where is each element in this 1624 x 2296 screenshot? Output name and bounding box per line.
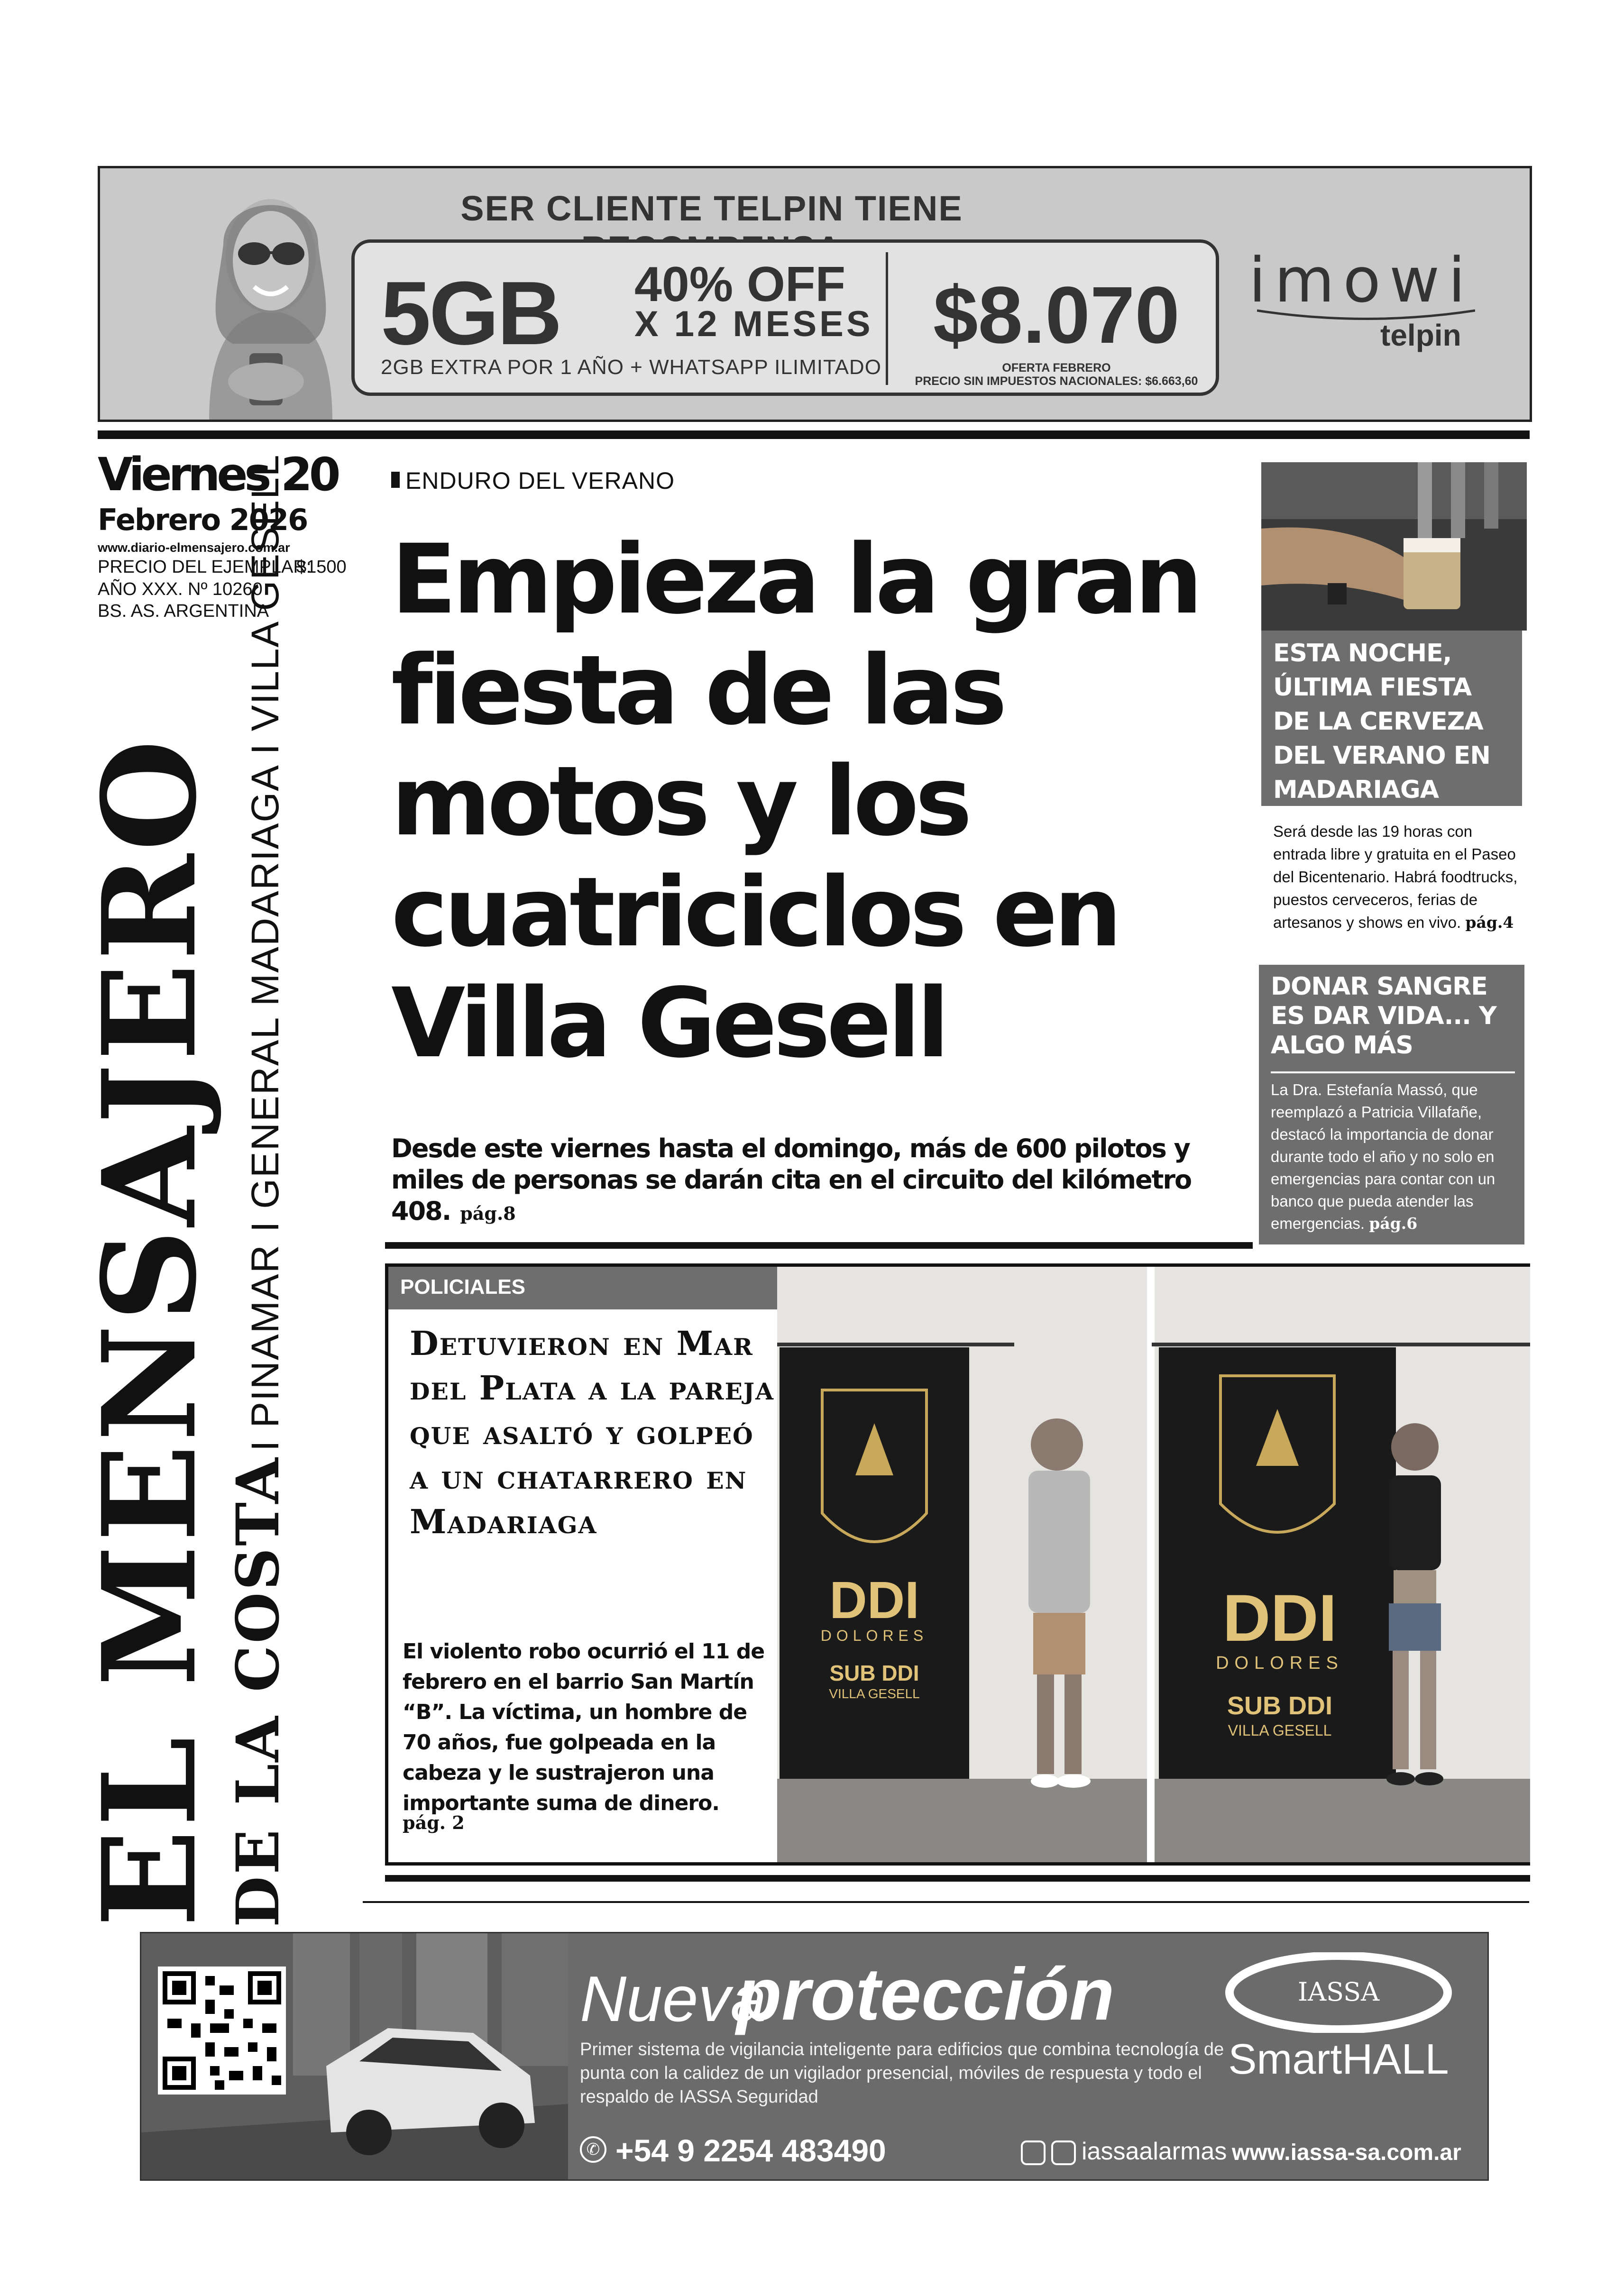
- section-label: POLICIALES: [400, 1275, 526, 1299]
- blood-page-ref[interactable]: pág.6: [1369, 1214, 1418, 1233]
- police-story-box[interactable]: [385, 1263, 1530, 1866]
- police-bottom-rule: [385, 1875, 1530, 1882]
- lead-deck-text: Desde este viernes hasta el domingo, más de 600 pilotos y miles de personas se darán cita en el circuito del kilómetro 408.: [391, 1134, 1192, 1226]
- banner-ddi-left: DDI: [829, 1571, 919, 1629]
- location: BS. AS. ARGENTINA: [98, 601, 269, 621]
- ad-social[interactable]: [1021, 2137, 1227, 2166]
- blood-story-title: DONAR SANGRE ES DAR VIDA... Y ALGO MÁS: [1271, 972, 1496, 1060]
- ad-price: $8.070: [933, 270, 1180, 360]
- price-value: $1500: [296, 557, 347, 577]
- ad-title-light: Nueva: [580, 1963, 767, 2035]
- lead-deck: [391, 1133, 1259, 1229]
- iassa-logo: IASSA: [1297, 1977, 1380, 2007]
- ad-offer-label: OFERTA FEBRERO: [1002, 361, 1111, 375]
- top-advertisement[interactable]: [98, 166, 1532, 422]
- arrest-photo-background: [777, 1267, 1530, 1862]
- blood-story-box[interactable]: [1259, 965, 1524, 1244]
- edition-month: Febrero 2026: [98, 503, 308, 537]
- ad-offer-box: [351, 239, 1219, 396]
- lead-bottom-rule: [385, 1242, 1253, 1249]
- instagram-icon: [1021, 2140, 1046, 2165]
- banner-ddi-right: DDI: [1222, 1581, 1337, 1655]
- police-headline[interactable]: Detuvieron en Mar del Plata a la pareja que asaltó y golpeó a un chatarrero en Madariaga: [410, 1324, 775, 1541]
- lead-page-ref[interactable]: pág.8: [460, 1203, 516, 1224]
- beer-page-ref[interactable]: pág.4: [1465, 913, 1514, 932]
- police-deck: El violento robo ocurrió el 11 de febrero en el barrio San Martín “B”. La víctima, un hombre de 70 años, fue golpeada en la cabeza y le sustrajeron una importante suma de dinero.: [403, 1639, 765, 1815]
- banner-subcity-left: VILLA GESELL: [829, 1686, 920, 1701]
- newspaper-name: EL MENSAJERO: [74, 737, 225, 1927]
- banner-subcity-right: VILLA GESELL: [1228, 1722, 1332, 1739]
- ad-extra: 2GB EXTRA POR 1 AÑO + WHATSAPP ILIMITADO: [381, 356, 881, 379]
- newspaper-subname: DE LA COSTA: [224, 1456, 293, 1927]
- ad-offer-note: [900, 361, 1213, 388]
- ad-body: Primer sistema de vigilancia inteligente para edificios que combina tecnología de punta con la calidez de un vigilador presencial, móviles de respuesta y todo el respaldo de IASSA Seguridad: [580, 2040, 1224, 2107]
- banner-sub-left: SUB DDI: [829, 1661, 919, 1685]
- site-url[interactable]: www.diario-elmensajero.com.ar: [98, 540, 290, 555]
- bottom-advertisement[interactable]: [140, 1932, 1489, 2181]
- ad-divider: [886, 252, 888, 385]
- police-page-ref[interactable]: pág. 2: [403, 1812, 465, 1833]
- banner-city-right: DOLORES: [1216, 1653, 1344, 1673]
- blood-story-text: La Dra. Estefanía Massó, que reemplazó a Patricia Villafañe, destacó la importancia de donar durante todo el año y no solo en emergencias para contar con un banco que pueda atender las emergencias.: [1271, 1081, 1496, 1232]
- ad-title-bold: protección: [736, 1953, 1115, 2036]
- imowi-logo: imowi: [1248, 244, 1474, 316]
- banner-sub-right: SUB DDI: [1227, 1692, 1332, 1720]
- nameplate-subline: [224, 454, 293, 1927]
- ad-slogan: SER CLIENTE TELPIN TIENE: [460, 189, 963, 228]
- lead-headline[interactable]: Empieza la gran fiesta de las motos y los cuatriciclos en Villa Gesell: [391, 523, 1199, 1079]
- telpin-logo: telpin: [1380, 318, 1461, 352]
- smarthall-logo: [1220, 2035, 1457, 2084]
- newspaper-towns: I PINAMAR I GENERAL MADARIAGA I VILLA GESELL: [244, 454, 287, 1452]
- blood-story-divider: [1271, 1071, 1515, 1073]
- beer-story-title: ESTA NOCHE, ÚLTIMA FIESTA DE LA CERVEZA DEL VERANO EN MADARIAGA: [1273, 639, 1490, 804]
- kicker-marker-icon: [391, 472, 400, 488]
- edition-day: Viernes 20: [98, 448, 338, 501]
- qr-code-icon[interactable]: [158, 1967, 286, 2095]
- beer-tap-photo: [1261, 462, 1527, 631]
- ad-website[interactable]: www.iassa-sa.com.ar: [1232, 2140, 1461, 2165]
- ad-phone[interactable]: +54 9 2254 483490: [615, 2133, 886, 2168]
- ad-duration: X 12 MESES: [634, 304, 873, 344]
- beer-story-header[interactable]: [1261, 631, 1522, 806]
- arrest-photo: [777, 1267, 1530, 1862]
- smarthall-text: SmartHALL: [1228, 2036, 1449, 2083]
- issue-number: AÑO XXX. Nº 10260: [98, 579, 263, 599]
- footer-thin-rule: [363, 1901, 1529, 1903]
- lead-kicker: ENDURO DEL VERANO: [405, 467, 675, 494]
- ad-discount: 40% OFF: [634, 257, 845, 312]
- whatsapp-icon: ✆: [580, 2136, 606, 2163]
- price-label: PRECIO DEL EJEMPLAR:: [98, 557, 312, 577]
- blood-story-body: [1271, 1079, 1513, 1235]
- beer-story-text: Será desde las 19 horas con entrada libre y gratuita en el Paseo del Bicentenario. Habrá foodtrucks, puestos cerveceros, ferias de artesanos y shows en vivo.: [1273, 823, 1518, 931]
- ad-price-no-tax: PRECIO SIN IMPUESTOS NACIONALES: $6.663,60: [915, 375, 1198, 388]
- masthead-top-rule: [98, 430, 1530, 439]
- beer-story-body: [1273, 820, 1520, 934]
- banner-city-left: DOLORES: [820, 1627, 928, 1644]
- ad-social-handle: iassaalarmas: [1082, 2138, 1227, 2165]
- facebook-icon: [1051, 2140, 1076, 2165]
- ad-data-amount: 5GB: [381, 263, 560, 364]
- section-tab: [388, 1267, 777, 1309]
